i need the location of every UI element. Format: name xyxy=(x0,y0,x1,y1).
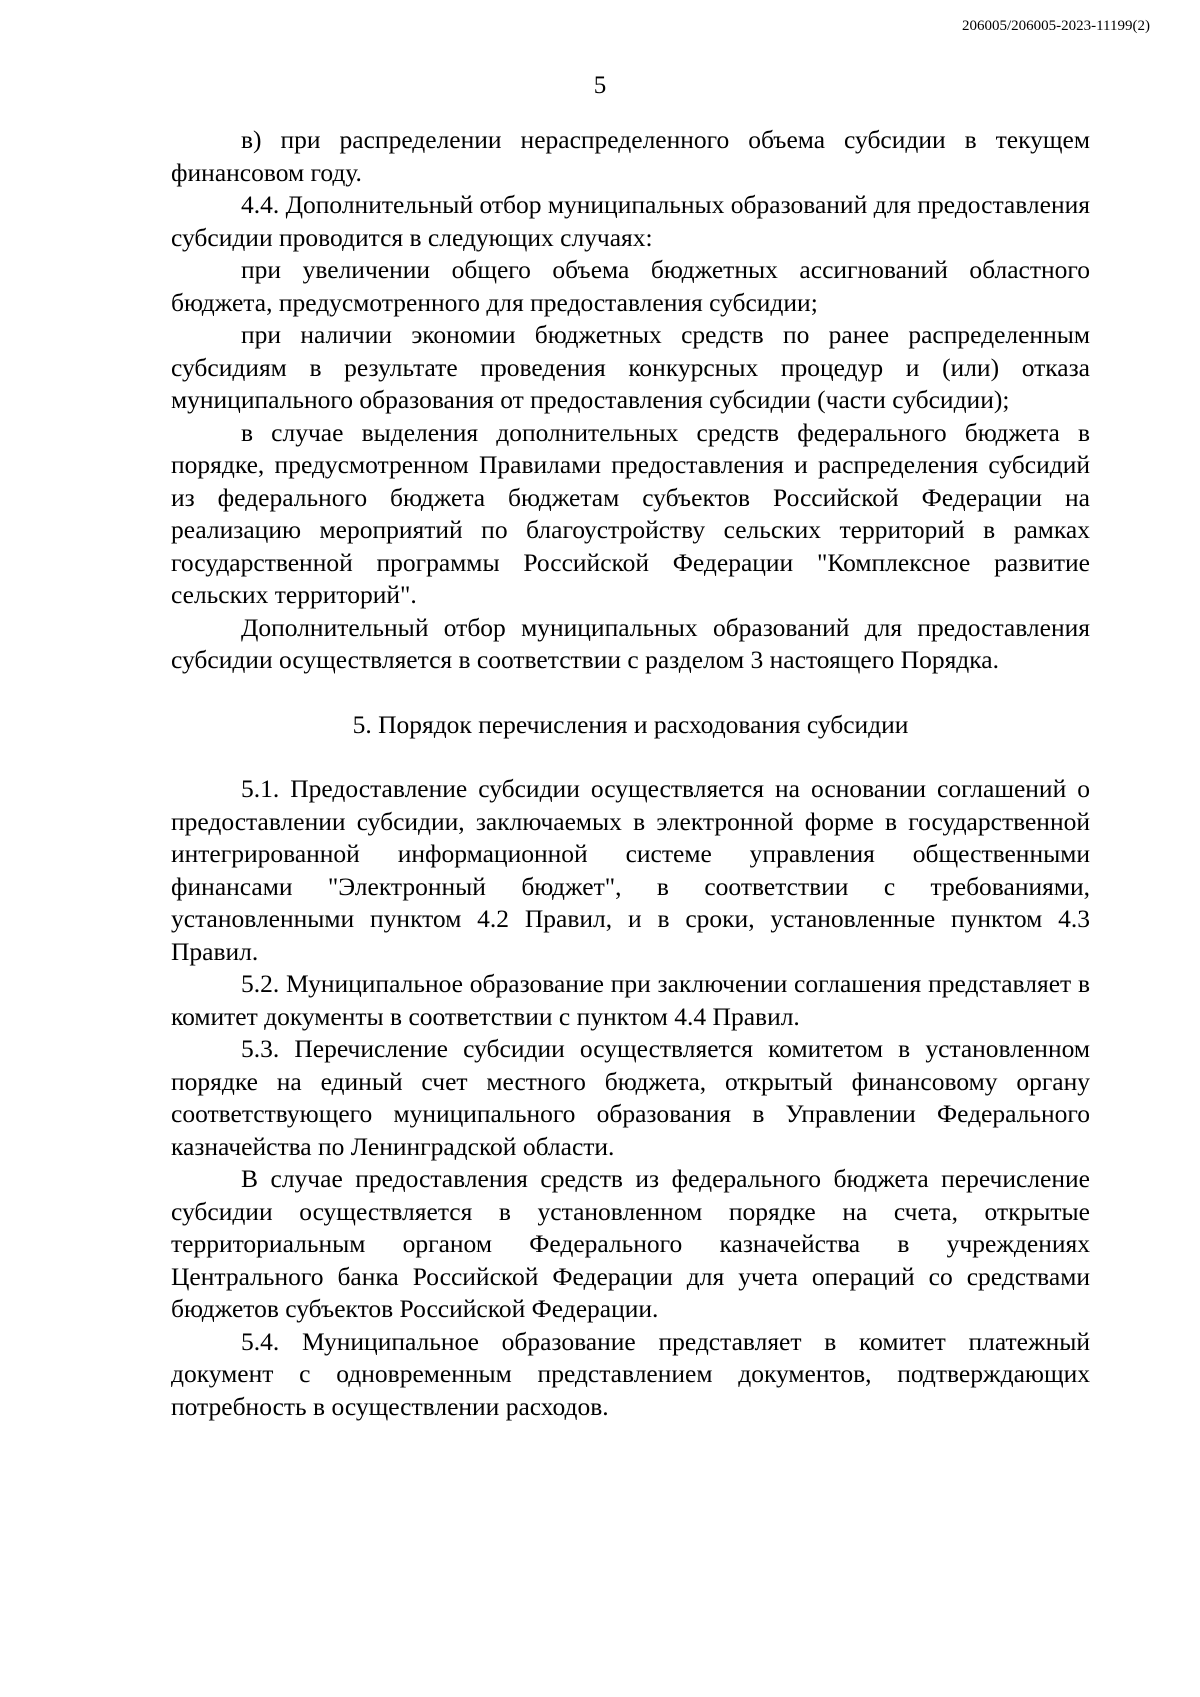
section-heading: 5. Порядок перечисления и расходования субсидии xyxy=(352,709,909,739)
paragraph-5-3: 5.3. Перечисление субсидии осуществляется комитетом в установленном порядке на единый счет местного бюджета, открытый финансовому органу соответствующего муниципального образования в Управлении Федерального казначейства по Ленинградской области. xyxy=(171,1034,1090,1161)
page-number: 5 xyxy=(593,72,607,99)
document-id: 206005/206005-2023-11199(2) xyxy=(961,18,1150,34)
paragraph-4-4-case-2: при наличии экономии бюджетных средств по ранее распределенным субсидиям в результате проведения конкурсных процедур и (или) отказа муниципального образования от предоставления субсидии (части субсидии); xyxy=(171,320,1090,414)
paragraph-5-4: 5.4. Муниципальное образование представляет в комитет платежный документ с одновременным представлением документов, подтверждающих потребность в осуществлении расходов. xyxy=(171,1326,1090,1421)
document-body xyxy=(171,124,1090,1423)
paragraph-4-4-case-1: при увеличении общего объема бюджетных ассигнований областного бюджета, предусмотренного для предоставления субсидии; xyxy=(171,255,1090,317)
paragraph-5-1: 5.1. Предоставление субсидии осуществляется на основании соглашений о предоставлении субсидии, заключаемых в электронной форме в государственной интегрированной информационной системе управления общественными финансами "Электронный бюджет", в соответствии с требованиями, установленными пунктом 4.2 Правил, и в сроки, установленные пунктом 4.3 Правил. xyxy=(171,774,1090,966)
paragraph-4-3-v: в) при распределении нераспределенного объема субсидии в текущем финансовом году. xyxy=(171,125,1090,187)
paragraph-4-4-final: Дополнительный отбор муниципальных образований для предоставления субсидии осуществляется в соответствии с разделом 3 настоящего Порядка. xyxy=(171,612,1090,674)
paragraph-5-2: 5.2. Муниципальное образование при заключении соглашения представляет в комитет документы в соответствии с пунктом 4.4 Правил. xyxy=(171,969,1090,1031)
paragraph-4-4: 4.4. Дополнительный отбор муниципальных образований для предоставления субсидии проводится в следующих случаях: xyxy=(171,190,1090,252)
paragraph-4-4-case-3: в случае выделения дополнительных средств федерального бюджета в порядке, предусмотренном Правилами предоставления и распределения субсидий из федерального бюджета бюджетам субъектов Российской Федерации на реализацию мероприятий по благоустройству сельских территорий в рамках государственной программы Российской Федерации "Комплексное развитие сельских территорий". xyxy=(171,417,1090,609)
paragraph-5-3-federal: В случае предоставления средств из федерального бюджета перечисление субсидии осуществляется в установленном порядке на счета, открытые территориальным органом Федерального казначейства в учреждениях Центрального банка Российской Федерации для учета операций со средствами бюджетов субъектов Российской Федерации. xyxy=(171,1164,1090,1323)
